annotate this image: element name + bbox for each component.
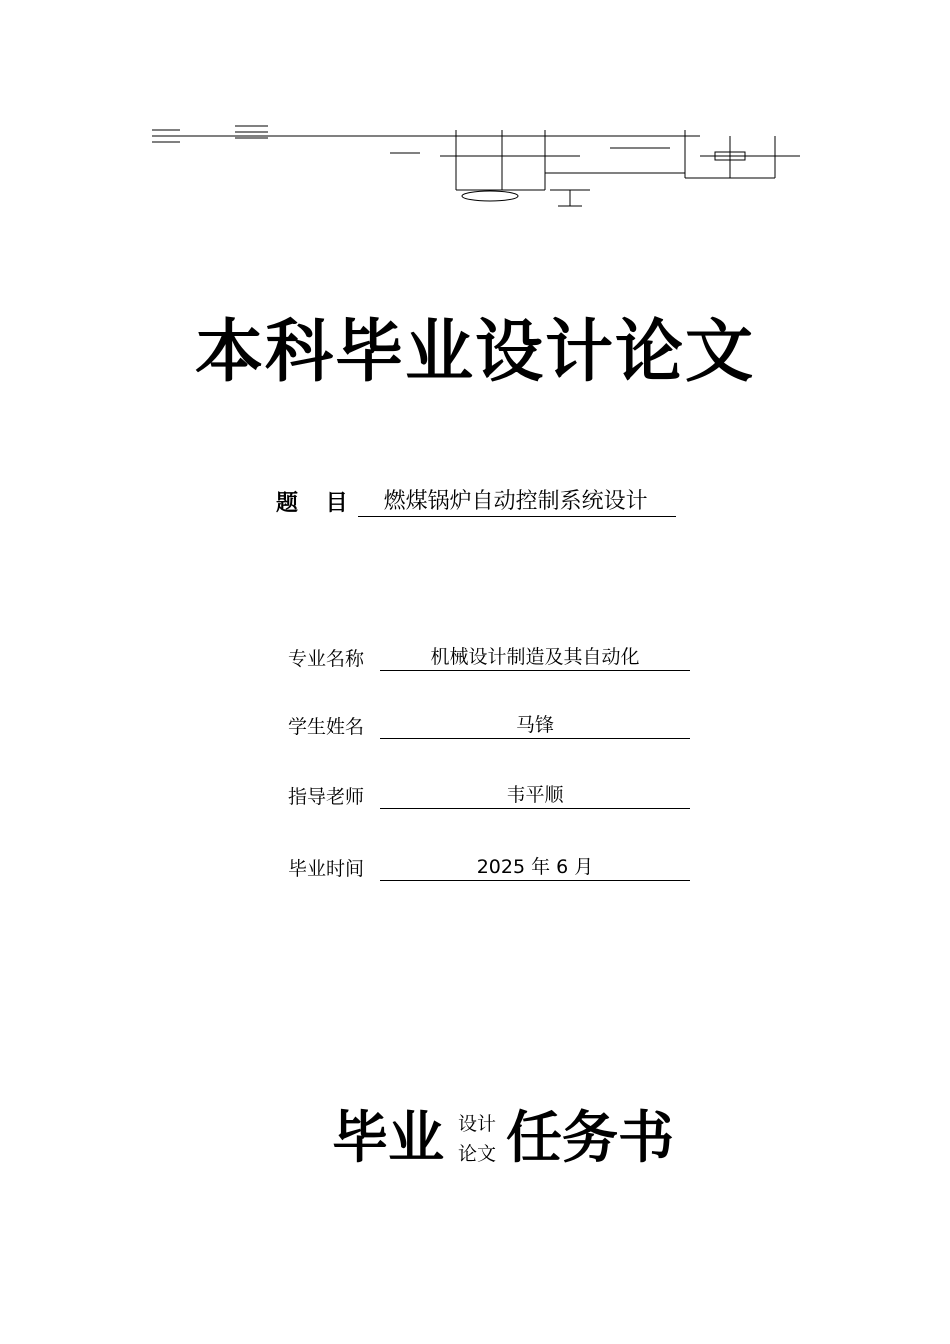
assignment-title-stack-bottom: 论文	[458, 1143, 497, 1165]
topic-row	[276, 486, 676, 517]
assignment-title-stack-top: 设计	[458, 1113, 497, 1135]
thesis-main-title: 本科毕业设计论文	[194, 312, 755, 392]
field-value: 2025 年 6 月	[380, 854, 690, 881]
topic-label: 题 目	[276, 491, 358, 516]
field-row-major	[288, 644, 690, 671]
field-label: 指导老师	[288, 786, 365, 808]
circuit-schematic-image	[140, 118, 810, 218]
assignment-title-left: 毕业	[332, 1106, 444, 1171]
field-label: 学生姓名	[288, 716, 365, 738]
field-label: 毕业时间	[288, 858, 365, 880]
field-value: 马锋	[380, 712, 690, 739]
field-row-student	[288, 712, 690, 739]
field-row-graduation-date	[288, 854, 690, 881]
field-row-advisor	[288, 782, 690, 809]
topic-value: 燃煤锅炉自动控制系统设计	[358, 488, 676, 517]
assignment-title	[332, 1104, 674, 1174]
assignment-title-right: 任务书	[506, 1106, 675, 1171]
assignment-title-stack	[458, 1109, 496, 1169]
field-value: 韦平顺	[380, 782, 690, 809]
field-label: 专业名称	[288, 648, 365, 670]
field-value: 机械设计制造及其自动化	[380, 644, 690, 671]
